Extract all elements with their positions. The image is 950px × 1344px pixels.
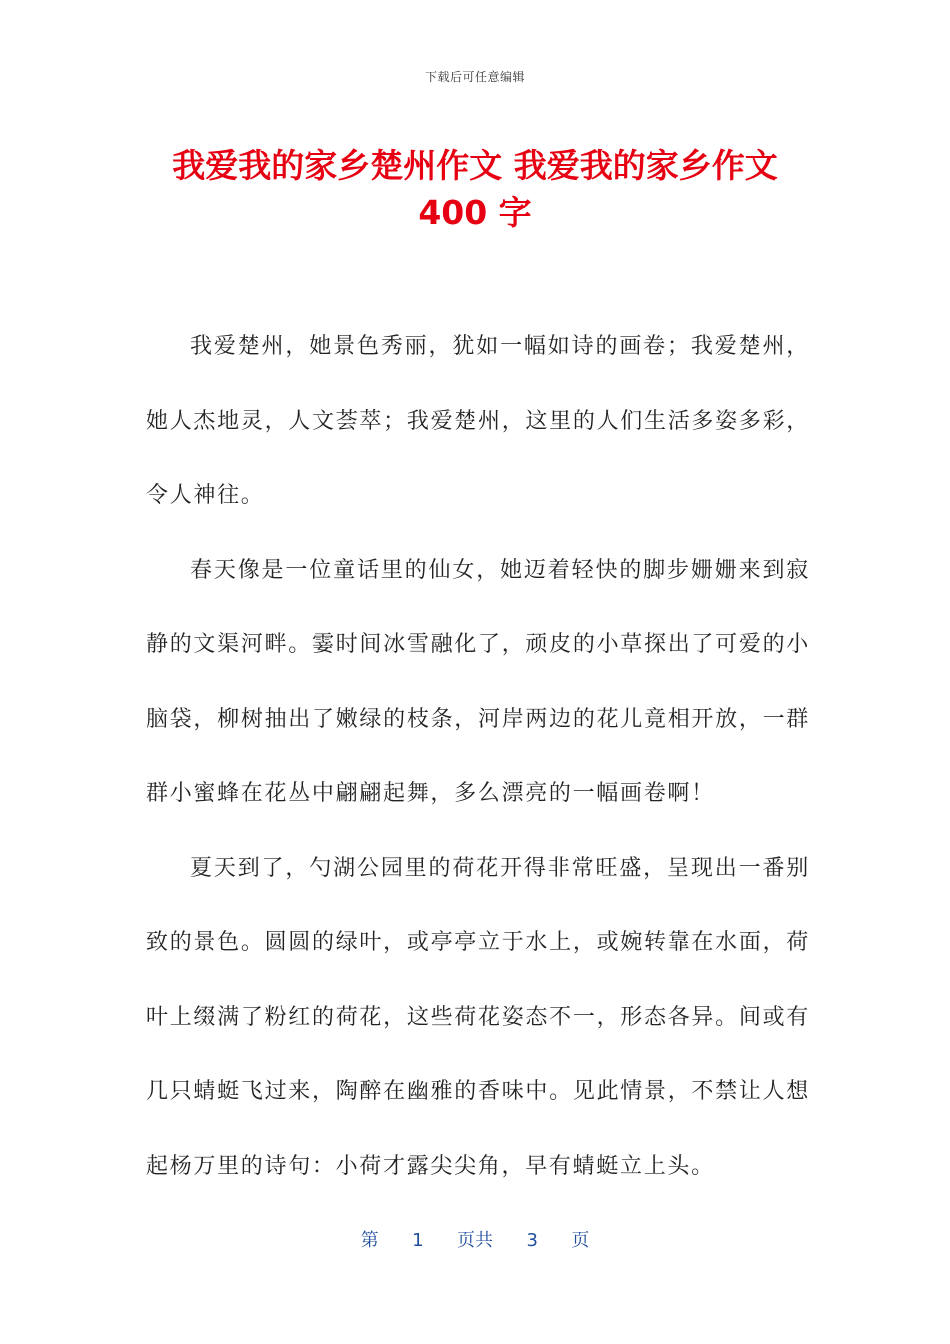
header-note: 下载后可任意编辑: [424, 70, 525, 84]
paragraph: 我爱楚州，她景色秀丽，犹如一幅如诗的画卷；我爱楚州，她人杰地灵，人文荟萃；我爱楚州，这里的人们生活多姿多彩，令人神往。: [146, 334, 810, 508]
footer-suffix: 页: [571, 1230, 590, 1251]
title-line-2: 400 字: [418, 193, 532, 232]
page-title: [120, 142, 830, 236]
footer-current-page: 1: [412, 1230, 424, 1251]
footer-prefix: 第: [360, 1230, 379, 1251]
paragraph: 春天像是一位童话里的仙女，她迈着轻快的脚步姗姗来到寂静的文渠河畔。霎时间冰雪融化了，顽皮的小草探出了可爱的小脑袋，柳树抽出了嫩绿的枝条，河岸两边的花儿竟相开放，一群群小蜜蜂在花丛中翩翩起舞，多么漂亮的一幅画卷啊！: [146, 557, 810, 806]
page-footer: [0, 1226, 950, 1252]
article-body: [146, 310, 810, 1204]
footer-middle: 页共: [457, 1230, 493, 1251]
paragraph: 夏天到了，勺湖公园里的荷花开得非常旺盛，呈现出一番别致的景色。圆圆的绿叶，或亭亭立于水上，或婉转靠在水面，荷叶上缀满了粉红的荷花，这些荷花姿态不一，形态各异。间或有几只蜻蜓飞过来，陶醉在幽雅的香味中。见此情景，不禁让人想起杨万里的诗句：小荷才露尖尖角，早有蜻蜓立上头。: [146, 855, 810, 1179]
title-line-1: 我爱我的家乡楚州作文 我爱我的家乡作文: [172, 146, 778, 185]
footer-total-pages: 3: [526, 1230, 538, 1251]
